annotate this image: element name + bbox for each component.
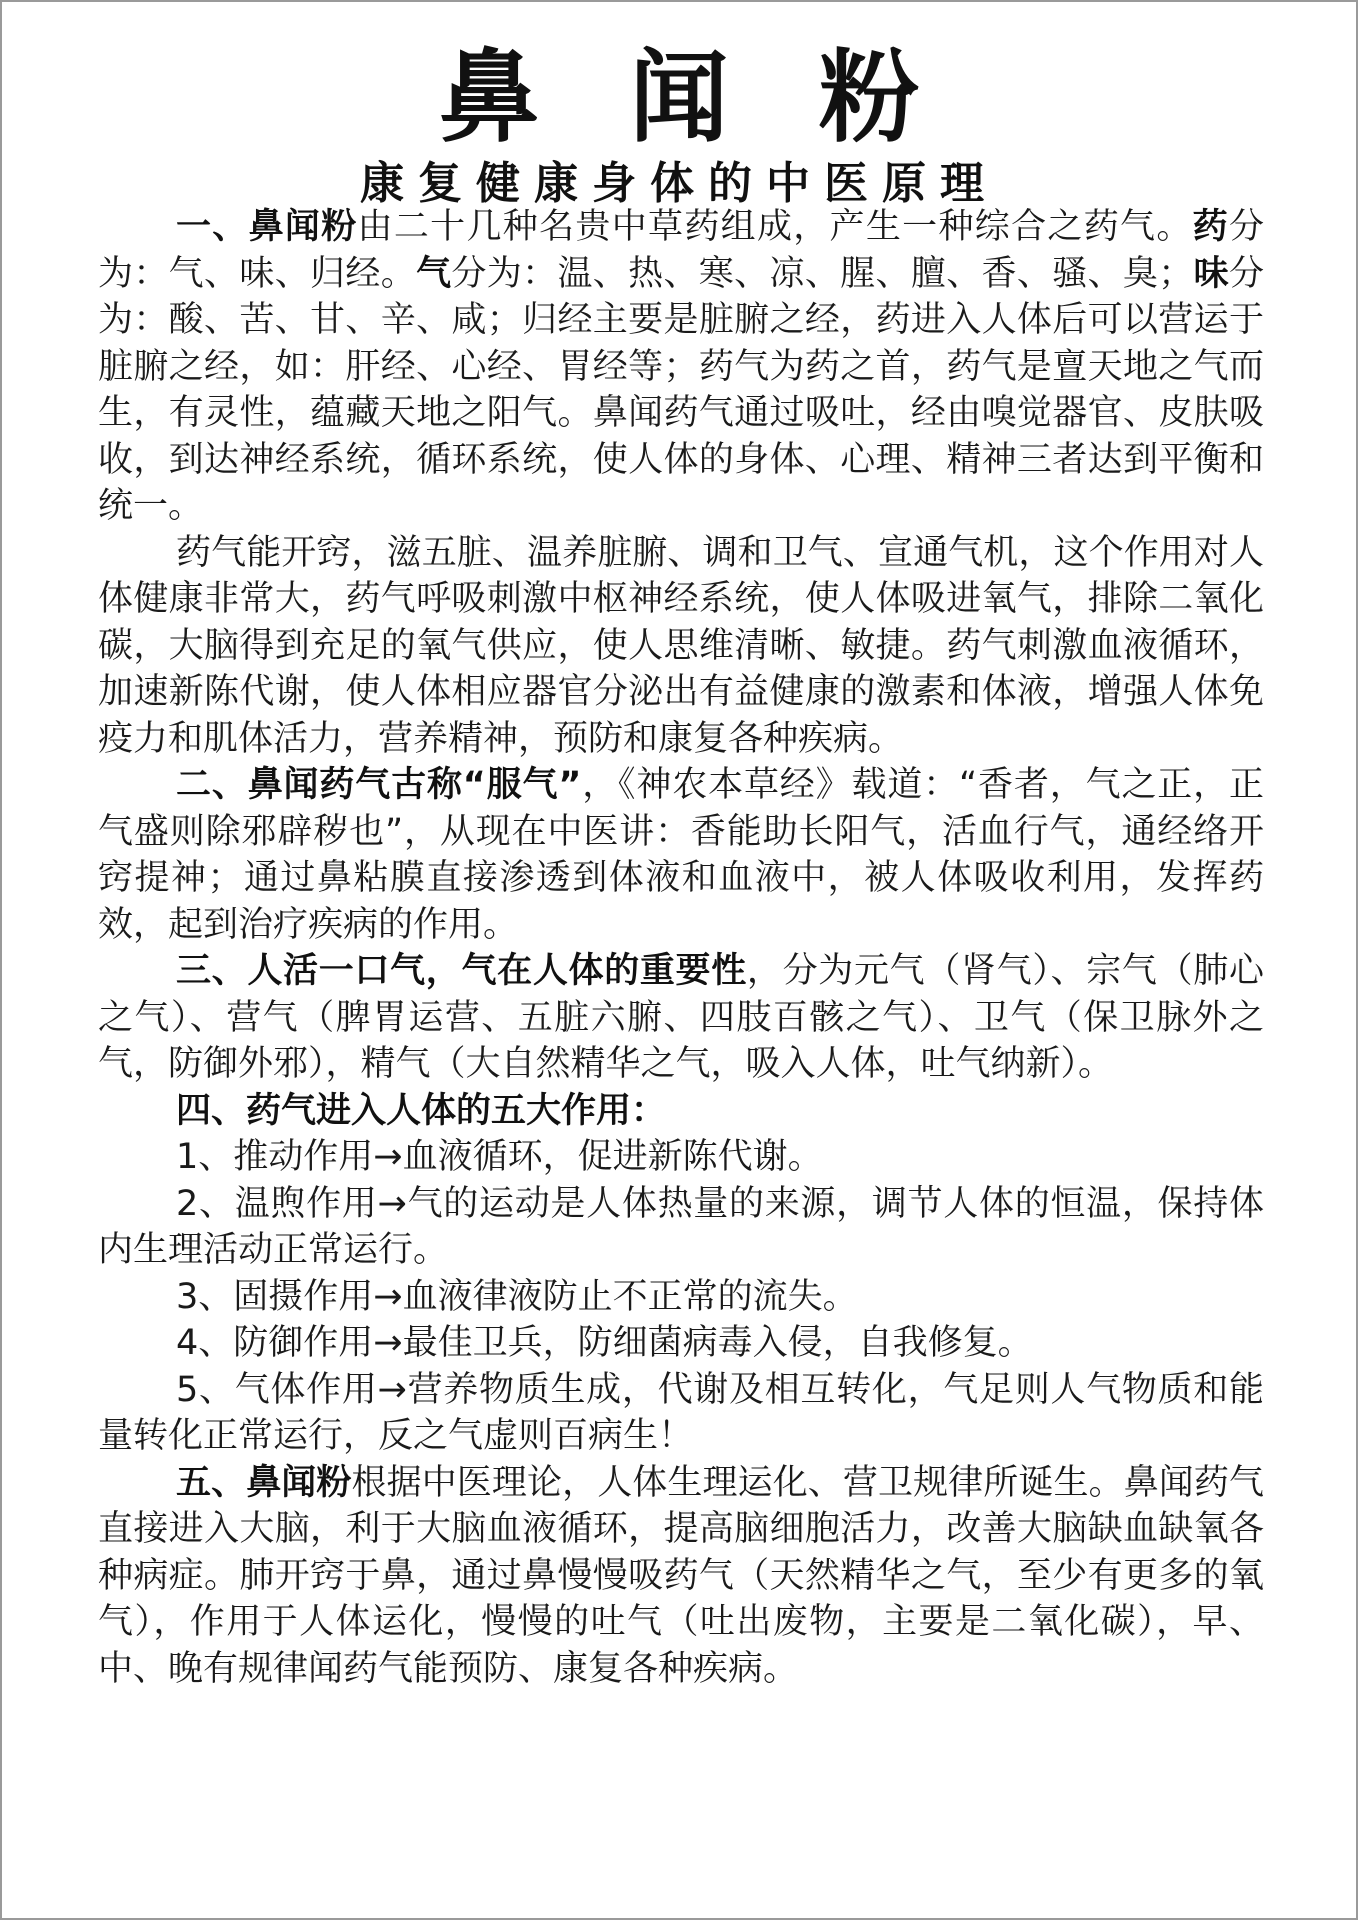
section-5-heading: 五、鼻闻粉 [176, 1462, 352, 1503]
list-item: 2、温煦作用→气的运动是人体热量的来源，调节人体的恒温，保持体内生理活动正常运行。 [98, 1183, 1264, 1270]
section-1-paragraph [98, 204, 1264, 530]
section-2-text: ，《神农本草经》载道：“香者，气之正，正气盛则除邪辟秽也”，从现在中医讲：香能助长阳气，活血行气，通经络开窍提神；通过鼻粘膜直接渗透到体液和血液中，被人体吸收利用，发挥药效，起到治疗疾病的作用。 [98, 765, 1264, 945]
section-1-text-3: 分为：温、热、寒、凉、腥、膻、香、骚、臭； [451, 253, 1194, 294]
section-5-text: 根据中医理论，人体生理运化、营卫规律所诞生。鼻闻药气直接进入大脑，利于大脑血液循环，提高脑细胞活力，改善大脑缺血缺氧各种病症。肺开窍于鼻，通过鼻慢慢吸药气（天然精华之气，至少有更多的氧气），作用于人体运化，慢慢的吐气（吐出废物，主要是二氧化碳），早、中、晚有规律闻药气能预防、康复各种疾病。 [98, 1462, 1264, 1689]
section-3-heading: 三、人活一口气，气在人体的重要性 [176, 951, 747, 991]
section-3-text: ，分为元气（肾气）、宗气（肺心之气）、营气（脾胃运营、五脏六腑、四肢百骸之气）、卫气（保卫脉外之气，防御外邪），精气（大自然精华之气，吸入人体，吐气纳新）。 [98, 951, 1264, 1084]
list-item: 5、气体作用→营养物质生成，代谢及相互转化，气足则人气物质和能量转化正常运行，反之气虚则百病生！ [98, 1369, 1264, 1456]
list-item: 4、防御作用→最佳卫兵，防细菌病毒入侵，自我修复。 [176, 1323, 1033, 1363]
section-1-heading: 一、鼻闻粉 [176, 207, 358, 247]
list-item: 3、固摄作用→血液律液防止不正常的流失。 [176, 1276, 858, 1317]
section-5-paragraph [98, 1460, 1264, 1693]
list-item: 1、推动作用→血液循环，促进新陈代谢。 [176, 1137, 823, 1177]
section-4-heading-text: 四、药气进入人体的五大作用： [176, 1090, 667, 1131]
section-1b-paragraph: 药气能开窍，滋五脏、温养脏腑、调和卫气、宣通气机，这个作用对人体健康非常大，药气呼吸刺激中枢神经系统，使人体吸进氧气，排除二氧化碳，大脑得到充足的氧气供应，使人思维清晰、敏捷。药气刺激血液循环，加速新陈代谢，使人体相应器官分泌出有益健康的激素和体液，增强人体免疫力和肌体活力，营养精神，预防和康复各种疾病。 [98, 532, 1264, 759]
section-1-text-4: 分为：酸、苦、甘、辛、咸；归经主要是脏腑之经，药进入人体后可以营运于脏腑之经，如：肝经、心经、胃经等；药气为药之首，药气是亶天地之气而生，有灵性，蕴藏天地之阳气。鼻闻药气通过吸吐，经由嗅觉器官、皮肤吸收，到达神经系统，循环系统，使人体的身体、心理、精神三者达到平衡和统一。 [98, 253, 1264, 526]
section-1-text-1: 由二十几种名贵中草药组成，产生一种综合之药气。 [357, 207, 1193, 247]
section-3-paragraph [98, 948, 1264, 1088]
section-2-heading: 二、鼻闻药气古称“服气” [176, 765, 582, 805]
document-body [98, 204, 1264, 1692]
section-4-heading [98, 1088, 1264, 1135]
term-wei: 味 [1193, 253, 1229, 294]
section-1-text-2: 分为：气、味、归经。 [98, 207, 1264, 294]
page-subtitle: 康复健康身体的中医原理 [360, 158, 998, 209]
section-2-paragraph [98, 762, 1264, 948]
page-title: 鼻闻粉 [439, 39, 1009, 156]
term-qi: 气 [416, 253, 452, 294]
term-yao: 药 [1192, 207, 1229, 247]
